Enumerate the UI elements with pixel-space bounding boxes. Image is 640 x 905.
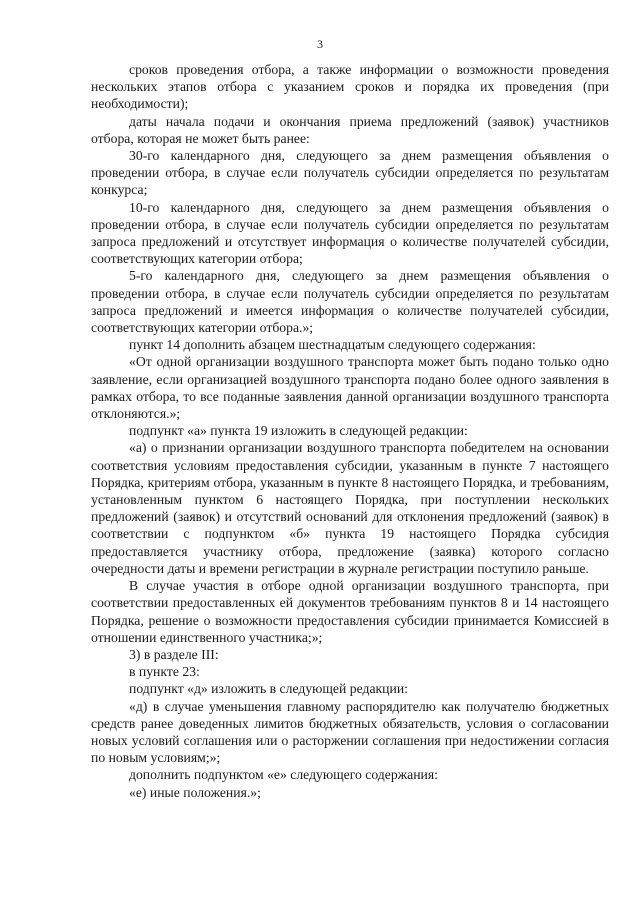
paragraph: пункт 14 дополнить абзацем шестнадцатым следующего содержания: [129,337,536,353]
paragraph: 30-го календарного дня, следующего за днем размещения объявления о проведении отбора, в случае если получатель субсидии определяется по результатам конкурса; [91,148,609,198]
paragraph: в пункте 23: [129,664,200,680]
paragraph: 3) в разделе III: [129,646,219,662]
paragraph: дополнить подпунктом «е» следующего содержания: [129,767,438,783]
paragraph: «а) о признании организации воздушного транспорта победителем на основании соответствия условиям предоставления субсидии, указанным в пункте 7 настоящего Порядка, критериям отбора, указанным в пункте 8 настоящего Порядка, и требованиям, установленным пунктом 6 настоящего Порядка, при поступлении нескольких предложений (заявок) и отсутствий оснований для отклонения предложений (заявок) в соответствии с подпунктом «б» пункта 19 настоящего Порядка субсидия предоставляется участнику отбора, предложение (заявка) которого согласно очередности даты и времени регистрации в журнале регистрации поступило раньше. [91,440,609,576]
paragraph: В случае участия в отборе одной организации воздушного транспорта, при соответствии предоставленных ей документов требованиям пунктов 8 и 14 настоящего Порядка, решение о возможности предоставления субсидии принимается Комиссией в отношении единственного участника;»; [91,578,609,645]
paragraph: сроков проведения отбора, а также информации о возможности проведения нескольких этапов отбора с указанием сроков и порядка их проведения (при необходимости); [91,62,609,112]
paragraph: «д) в случае уменьшения главному распорядителю как получателю бюджетных средств ранее доведенных лимитов бюджетных обязательств, условия о согласовании новых условий соглашения или о расторжении соглашения при недостижении согласия по новым условиям;»; [91,698,609,766]
paragraph: 5-го календарного дня, следующего за днем размещения объявления о проведении отбора, в случае если получатель субсидии определяется по результатам запроса предложений и имеется информация о количестве получателей субсидии, соответствующих категории отбора.»; [91,268,609,336]
paragraph: «е) иные положения.»; [129,784,261,800]
paragraph: подпункт «а» пункта 19 изложить в следующей редакции: [129,423,468,439]
paragraph: «От одной организации воздушного транспорта может быть подано только одно заявление, если организацией воздушного транспорта подано более одного заявления в рамках отбора, то все поданные заявления данной организации воздушного транспорта отклоняются.»; [91,354,609,422]
paragraph: даты начала подачи и окончания приема предложений (заявок) участников отбора, которая не может быть ранее: [91,113,609,146]
paragraph: 10-го календарного дня, следующего за днем размещения объявления о проведении отбора, в случае если получатель субсидии определяется по результатам запроса предложений и отсутствует информация о количестве получателей субсидии, соответствующих категории отбора; [91,199,609,267]
document-body [91,61,609,801]
page-number: 3 [317,37,323,51]
paragraph: подпункт «д» изложить в следующей редакции: [129,681,408,697]
